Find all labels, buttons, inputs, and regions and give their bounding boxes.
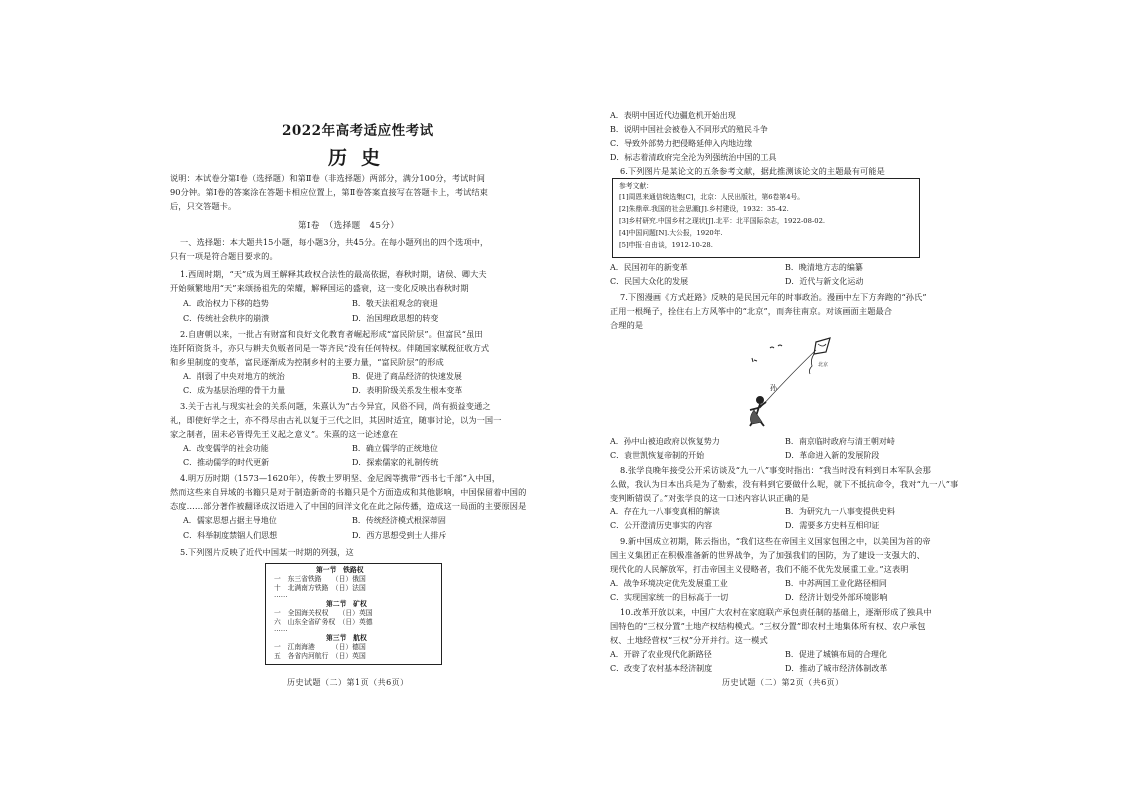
question-5-option-c: C．导致外部势力把侵略延伸入内地边缘 xyxy=(610,139,753,148)
question-6-option-d: D．近代与新文化运动 xyxy=(785,277,864,286)
question-2-stem: 连阡陌资货斗，亦只与耕夫负贩者同是一等齐民”没有任何特权。伴随国家赋税征收方式 xyxy=(170,343,490,353)
reference-item: [2]朱鼎章.我国的社会思潮[J].乡村建设，1932：35-42. xyxy=(619,205,789,213)
question-2-option-a: A．削弱了中央对地方的统治 xyxy=(183,372,285,381)
question-6-option-b: B．晚清地方志的编纂 xyxy=(785,263,863,272)
section-intro: 一、选择题：本大题共15小题，每小题3分，共45分。在每小题列出的四个选项中， xyxy=(180,237,489,247)
table-row: 一 江南海港 （日）德国 xyxy=(274,643,366,651)
question-5-option-b: B．说明中国社会被卷入不同形式的殖民斗争 xyxy=(610,125,768,134)
question-10-stem: 权、土地经营权“三权”分开并行。这一模式 xyxy=(610,635,768,645)
question-3-option-d: D．探索儒家的礼制传统 xyxy=(352,458,439,467)
reference-item: [1]周恩来通信统选集[C]，北京：人民出版社，第6卷第4号。 xyxy=(619,193,805,201)
question-1-option-d: D．治国理政思想的转变 xyxy=(352,314,439,323)
table-row: 一 东三省铁路 （日）俄国 xyxy=(274,575,366,583)
question-9-option-b: B．中苏两国工业化路径相同 xyxy=(785,579,887,588)
question-7-option-c: C．袁世凯恢复帝制的开始 xyxy=(610,451,705,460)
question-4-option-b: B．传统经济模式根深蒂固 xyxy=(352,516,446,525)
question-10-option-c: C．改变了农村基本经济制度 xyxy=(610,664,713,673)
question-1-option-a: A．政治权力下移的趋势 xyxy=(183,299,269,308)
question-6-stem: 6.下列图片是某论文的五条参考文献，据此推测该论文的主题最有可能是 xyxy=(620,166,885,176)
instructions-line: 说明：本试卷分第Ⅰ卷（选择题）和第Ⅱ卷（非选择题）两部分，满分100分，考试时间 xyxy=(170,173,485,183)
question-4-stem: 然而这些来自异域的书籍只是对于制造新奇的书籍只是个方面造成和其他影响，中国保留着中国的 xyxy=(170,487,527,497)
table-row: …… xyxy=(274,591,288,599)
question-10-option-d: D．推动了城市经济体制改革 xyxy=(785,664,888,673)
table-section-title: 第三节 航权 xyxy=(326,634,367,642)
question-10-option-b: B．促进了城镇布局的合理化 xyxy=(785,650,887,659)
question-2-stem: 和乡里制度的变革，富民逐渐成为控制乡村的主要力量，“富民阶层”的形成 xyxy=(170,357,444,367)
question-4-stem: 4.明万历时期（1573—1620年），传教士罗明坚、金尼阁等携带“西书七千部”入中国， xyxy=(180,473,501,483)
question-3-option-c: C．推动儒学的时代更新 xyxy=(183,458,270,467)
table-row: 六 山东全省矿务权 （日）英德 xyxy=(274,618,373,626)
question-3-option-a: A．改变儒学的社会功能 xyxy=(183,444,269,453)
question-10-stem: 国特色的“三权分置”土地产权结构模式。“三权分置”即农村土地集体所有权、农户承包 xyxy=(610,621,926,631)
table-row: 一 全国海关权权 （日）英国 xyxy=(274,609,373,617)
table-row: 五 各省内河航行 （日）英国 xyxy=(274,652,366,660)
question-4-option-c: C．科举制度禁锢人们思想 xyxy=(183,531,278,540)
section-intro: 只有一项是符合题目要求的。 xyxy=(170,251,278,261)
subject-title: 历史 xyxy=(328,147,395,169)
question-6-option-c: C．民国大众化的发展 xyxy=(610,277,689,286)
question-1-option-b: B．敬天法祖观念的衰退 xyxy=(352,299,438,308)
question-7-stem: 合理的是 xyxy=(610,320,644,330)
question-8-option-c: C．公开澄清历史事实的内容 xyxy=(610,521,713,530)
question-1-stem: 开始频繁地用“天”来颂扬祖先的荣耀，解释国运的盛衰，这一变化反映出春秋时期 xyxy=(170,283,469,293)
question-9-option-d: D．经济计划受外部环境影响 xyxy=(785,593,888,602)
table-row: …… xyxy=(274,625,288,633)
question-9-stem: 现代化的人民解放军，打击帝国主义侵略者，我们不能不优先发展重工业。”这表明 xyxy=(610,564,909,574)
question-9-stem: 9.新中国成立初期，陈云指出，“我们这些在帝国主义国家包围之中，以美国为首的帝 xyxy=(620,536,931,546)
references-title: 参考文献： xyxy=(619,182,653,190)
question-2-option-d: D．表明阶级关系发生根本变革 xyxy=(352,386,463,395)
question-8-stem: 变判断错误了。”对张学良的这一口述内容认识正确的是 xyxy=(610,493,810,503)
question-8-option-d: D．需要多方史料互相印证 xyxy=(785,521,880,530)
question-3-stem: 3.关于古礼与现实社会的关系问题，朱熹认为“古今异宜，风俗不同，尚有损益变通之 xyxy=(180,401,491,411)
question-8-option-a: A．存在九一八事变真相的解读 xyxy=(610,507,720,516)
question-4-option-d: D．西方思想受到士人排斥 xyxy=(352,531,447,540)
cartoon-kite-label: 北京 xyxy=(818,362,829,368)
treaty-table-figure xyxy=(265,563,442,665)
question-10-stem: 10.改革开放以来，中国广大农村在家庭联产承包责任制的基础上，逐渐形成了独具中 xyxy=(620,607,932,617)
question-5-stem: 5.下列图片反映了近代中国某一时期的列强，这 xyxy=(180,547,354,557)
instructions-line: 90分钟。第Ⅰ卷的答案涂在答题卡相应位置上，第Ⅱ卷答案直接写在答题卡上，考试结束 xyxy=(170,187,488,197)
question-8-stem: 么做，我认为日本出兵是为了勒索，没有料到它要做什么呢，就下不抵抗命令，我对“九一八”事 xyxy=(610,479,959,489)
question-2-stem: 2.自唐朝以来，一批占有财富和良好文化教育者崛起形成“富民阶层”。但富民“虽田 xyxy=(180,329,483,339)
reference-item: [5]申报·自由谈，1912-10-28. xyxy=(619,241,713,249)
part1-header: 第Ⅰ卷 （选择题 45分） xyxy=(298,221,400,231)
question-9-stem: 国主义集团正在积极准备新的世界战争，为了加强我们的国防，为了建设一支强大的、 xyxy=(610,550,925,560)
exam-title: 2022年高考适应性考试 xyxy=(282,123,434,139)
kite-icon xyxy=(809,338,830,374)
running-figure-icon xyxy=(750,396,766,426)
question-3-option-b: B．确立儒学的正统地位 xyxy=(352,444,438,453)
question-7-option-d: D．革命进入新的发展阶段 xyxy=(785,451,880,460)
question-2-option-b: B．促进了商品经济的快速发展 xyxy=(352,372,462,381)
references-box xyxy=(612,178,920,258)
question-1-stem: 1.西周时期，“天”成为周王解释其政权合法性的最高依据，春秋时期，诸侯、卿大夫 xyxy=(180,269,487,279)
cartoon-kite-figure xyxy=(730,330,840,430)
question-3-stem: 家之制者，固未必皆得先王义起之意义”。朱熹的这一论述意在 xyxy=(170,429,399,439)
question-8-stem: 8.张学良晚年接受公开采访谈及“九一八”事变时指出：“我当时没有料到日本军队会那 xyxy=(620,465,931,475)
question-6-option-a: A．民国初年的新变革 xyxy=(610,263,688,272)
reference-item: [4]中国问题[N].大公报，1920年. xyxy=(619,229,723,237)
reference-item: [3]乡村研究.中国乡村之现状[J].北平：北平国际杂志，1922-08-02. xyxy=(619,217,826,225)
question-1-option-c: C．传统社会秩序的崩溃 xyxy=(183,314,270,323)
question-7-stem: 正用一根绳子，拴住右上方风筝中的“北京”，而奔往南京。对该画面主题最合 xyxy=(610,306,893,316)
page-footer: 历史试题（二）第1页（共6页） xyxy=(287,678,409,687)
table-section-title: 第二节 矿权 xyxy=(326,600,367,608)
question-10-option-a: A．开辟了农业现代化新路径 xyxy=(610,650,712,659)
question-8-option-b: B．为研究九一八事变提供史料 xyxy=(785,507,895,516)
table-section-title: 第一节 铁路权 xyxy=(316,566,364,574)
question-4-stem: 态度……部分著作被翻译成汉语进入了中国的回洋文化在此之际传播，造成这一局面的主要原因是 xyxy=(170,501,527,511)
cartoon-figure-label: 孙 xyxy=(770,384,777,392)
page-footer: 历史试题（二）第2页（共6页） xyxy=(722,678,844,687)
question-5-option-a: A．表明中国近代边疆危机开始出现 xyxy=(610,111,736,120)
question-2-option-c: C．成为基层治理的骨干力量 xyxy=(183,386,286,395)
exam-page-2 xyxy=(590,0,1123,794)
question-7-option-b: B．南京临时政府与清王朝对峙 xyxy=(785,437,895,446)
instructions-line: 后，只交答题卡。 xyxy=(170,201,237,211)
question-7-option-a: A．孙中山被迫政府以恢复势力 xyxy=(610,437,720,446)
question-3-stem: 礼，即使好学之士，亦不得尽由古礼以复于三代之旧，其因时适宜，随事讨论，以为一国一 xyxy=(170,415,502,425)
question-5-option-d: D．标志着清政府完全沦为列强统治中国的工具 xyxy=(610,153,777,162)
table-row: 十 北满南方铁路 （日）法国 xyxy=(274,584,366,592)
question-9-option-a: A．战争环境决定优先发展重工业 xyxy=(610,579,728,588)
question-9-option-c: C．实现国家统一的目标高于一切 xyxy=(610,593,729,602)
question-7-stem: 7.下图漫画《方式赶路》反映的是民国元年的时事政治。漫画中左下方奔跑的“孙氏” xyxy=(620,292,927,302)
question-4-option-a: A．儒家思想占据主导地位 xyxy=(183,516,277,525)
